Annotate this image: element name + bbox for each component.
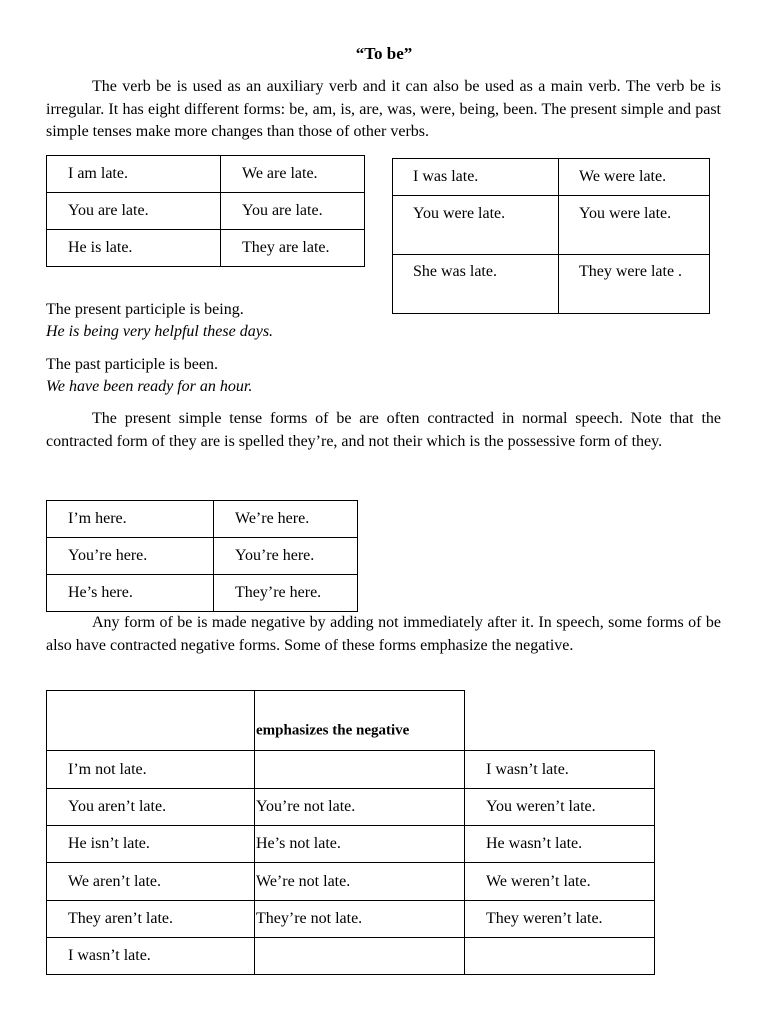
table-cell-text: They aren’t late. (68, 910, 173, 927)
present-participle-example: He is being very helpful these days. (46, 323, 274, 340)
table-row (47, 156, 365, 193)
table-cell (254, 788, 465, 826)
table-cell (464, 862, 655, 901)
table-cell: They’re here. (214, 575, 358, 612)
table-cell-text: I wasn’t late. (68, 947, 151, 964)
table-cell-text: You’re not late. (256, 798, 356, 815)
table-cell-text: He’s not late. (256, 835, 341, 852)
table-cell-text: They weren’t late. (486, 910, 603, 927)
table-cell: You are late. (221, 193, 365, 230)
table-cell: They are late. (221, 230, 365, 267)
table-cell (46, 825, 255, 863)
table-header-cell (254, 690, 465, 751)
table-cell-text: I’m not late. (68, 760, 147, 778)
contraction-table (46, 500, 358, 612)
table-cell (46, 937, 255, 975)
table-header-cell (46, 690, 255, 751)
table-cell-text: He wasn’t late. (486, 835, 583, 852)
table-cell-text: They’re not late. (256, 910, 363, 927)
table-cell: I’m here. (47, 501, 214, 538)
table-cell: I was late. (393, 159, 559, 196)
table-cell-text: You weren’t late. (486, 798, 596, 815)
intro-paragraph: The verb be is used as an auxiliary verb and it can also be used as a main verb. The verb be is irregular. It has eight different forms: be, am, is, are, was, were, being, been. The present simple and past simple tenses make more changes than those of other verbs. (46, 78, 721, 140)
table-cell: I am late. (47, 156, 221, 193)
table-cell: You were late. (393, 196, 559, 255)
table-row (47, 230, 365, 267)
table-cell-text: We aren’t late. (68, 872, 162, 890)
page-title: “To be” (355, 44, 413, 63)
table-cell: You’re here. (214, 538, 358, 575)
table-cell (254, 825, 465, 863)
table-row (47, 538, 358, 575)
table-row (393, 159, 710, 196)
table-cell: We were late. (559, 159, 710, 196)
table-row (47, 193, 365, 230)
table-cell (464, 750, 655, 789)
table-cell (254, 862, 465, 901)
table-cell-text: I wasn’t late. (486, 760, 569, 778)
table-cell (464, 937, 655, 975)
table-cell: You were late. (559, 196, 710, 255)
table-cell (464, 825, 655, 863)
table-cell (254, 900, 465, 938)
table-cell: We are late. (221, 156, 365, 193)
past-simple-table (392, 158, 710, 314)
present-participle-note: The present participle is being. (46, 301, 244, 318)
table-cell: He’s here. (47, 575, 214, 612)
table-cell: We’re here. (214, 501, 358, 538)
table-cell: You are late. (47, 193, 221, 230)
past-participle-note: The past participle is been. (46, 356, 218, 373)
table-cell: She was late. (393, 255, 559, 314)
table-cell (464, 900, 655, 938)
past-participle-example: We have been ready for an hour. (46, 378, 253, 395)
table-row (393, 196, 710, 255)
table-cell-text: He isn’t late. (68, 835, 150, 852)
table-cell (46, 788, 255, 826)
table-cell (464, 788, 655, 826)
table-cell: You’re here. (47, 538, 214, 575)
table-row (47, 575, 358, 612)
table-cell (254, 937, 465, 975)
negative-paragraph: Any form of be is made negative by adding not immediately after it. In speech, some forms of be also have contracted negative forms. Some of these forms emphasize the negative. (46, 614, 721, 654)
table-cell: They were late . (559, 255, 710, 314)
table-cell-text: We’re not late. (256, 872, 351, 890)
table-cell: He is late. (47, 230, 221, 267)
table-cell-text: We weren’t late. (486, 872, 591, 890)
table-cell (46, 900, 255, 938)
contraction-paragraph: The present simple tense forms of be are often contracted in normal speech. Note that the contracted form of they are is spelled they’re, and not their which is the possessive form of they. (46, 410, 721, 450)
present-simple-table (46, 155, 365, 267)
table-header-text: emphasizes the negative (256, 722, 410, 739)
table-row (47, 501, 358, 538)
table-cell (46, 750, 255, 789)
table-cell (46, 862, 255, 901)
table-cell (254, 750, 465, 789)
table-cell-text: You aren’t late. (68, 798, 167, 815)
